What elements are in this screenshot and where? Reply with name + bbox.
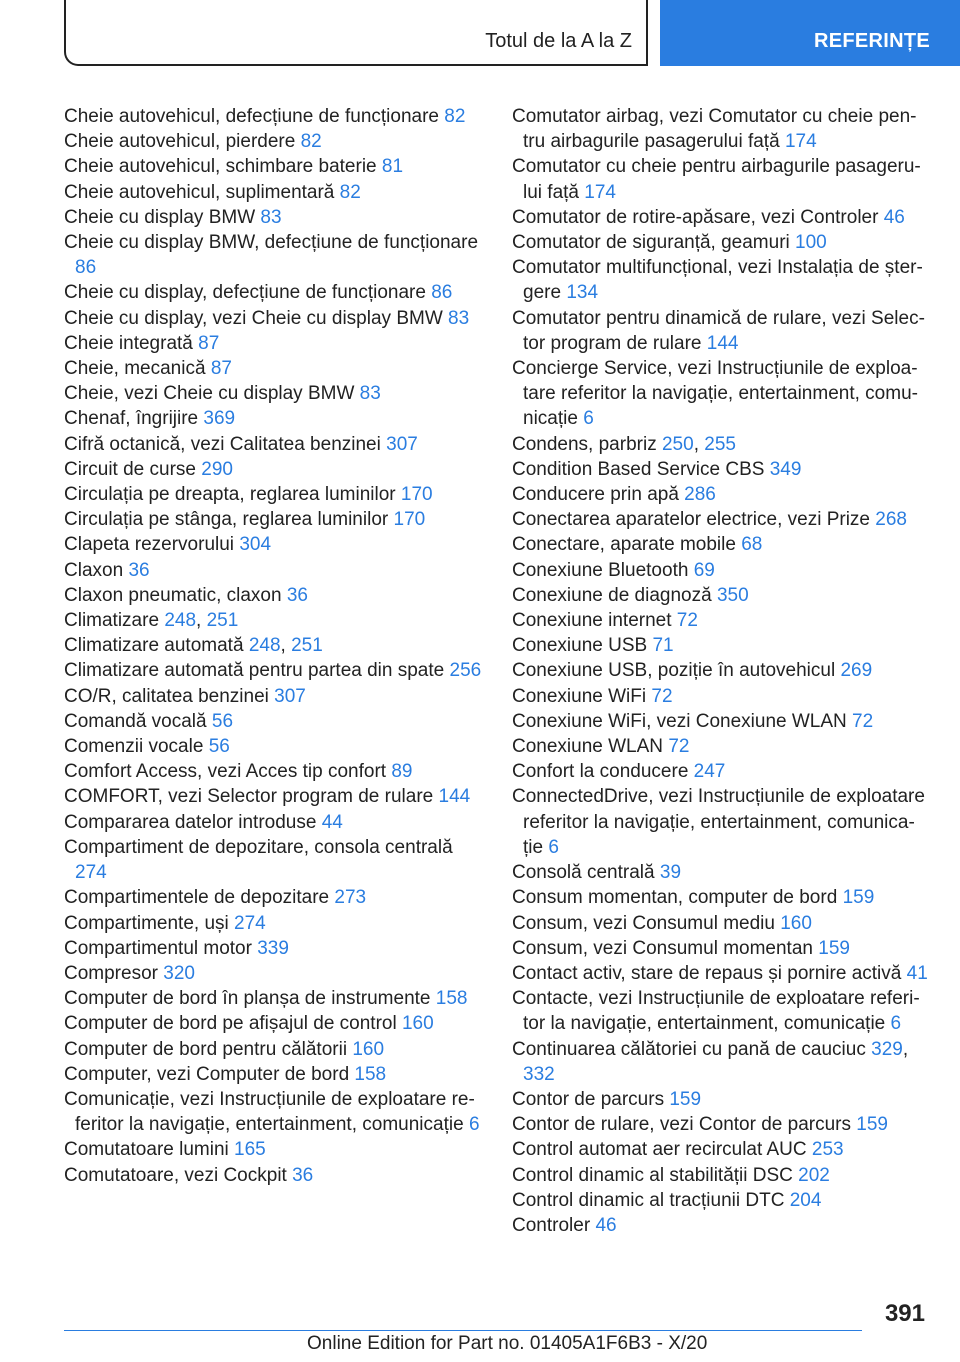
index-term: ConnectedDrive, vezi Instrucțiunile de exploatare referitor la navigație, entertainment, comunicație <box>512 786 925 858</box>
index-entry <box>512 457 928 482</box>
index-entry <box>512 608 928 633</box>
page-reference-link[interactable]: 329 <box>871 1038 903 1060</box>
index-term: Comutator de siguranță, geamuri <box>512 232 790 254</box>
index-term: Continuarea călătoriei cu pană de cauciuc <box>512 1038 866 1060</box>
index-entry <box>64 381 484 406</box>
page-reference-link[interactable]: 251 <box>291 635 323 657</box>
page-reference-link[interactable]: 144 <box>438 786 471 808</box>
index-term: Concierge Service, vezi Instrucțiunile de exploatare referitor la navigație, entertainment, comunicație <box>512 358 918 430</box>
index-entry <box>64 1062 484 1087</box>
index-entry <box>512 306 928 356</box>
index-term: Cheie, mecanică <box>64 358 206 380</box>
index-term: Consum, vezi Consumul momentan <box>512 937 813 959</box>
page-reference-link[interactable]: 159 <box>669 1088 702 1110</box>
page-reference-link[interactable]: 82 <box>300 131 322 153</box>
page-reference-link[interactable]: 256 <box>449 660 482 682</box>
page-reference-link[interactable]: 36 <box>292 1164 314 1186</box>
page-reference-link[interactable]: 87 <box>198 332 220 354</box>
index-term: Consolă centrală <box>512 862 655 884</box>
page-reference-link[interactable]: 290 <box>201 458 233 480</box>
index-term: Conexiune USB, poziție în autovehicul <box>512 660 836 682</box>
index-term: Controler <box>512 1214 591 1236</box>
index-entry <box>64 104 484 129</box>
index-entry <box>512 1087 928 1112</box>
index-entry <box>512 1188 928 1213</box>
index-term: Conexiune WLAN <box>512 736 664 758</box>
index-term: Comfort Access, vezi Acces tip confort <box>64 761 387 783</box>
index-term: Contor de rulare, vezi Contor de parcurs <box>512 1114 851 1136</box>
index-term: CO/R, calitatea benzinei <box>64 685 269 707</box>
index-entry <box>64 684 484 709</box>
page-reference-link[interactable]: 159 <box>842 887 875 909</box>
index-entry <box>512 658 928 683</box>
index-entry <box>64 734 484 759</box>
index-entry: Continuarea călătoriei cu pană de cauciuc 329, 332 <box>512 1038 909 1085</box>
index-term: Comutator de rotire-apăsare, vezi Controler <box>512 206 879 228</box>
page-reference-link[interactable]: 255 <box>704 433 736 455</box>
page-reference-link[interactable]: 248 <box>164 610 197 632</box>
index-entry <box>64 1011 484 1036</box>
page-reference-link[interactable]: 253 <box>811 1139 844 1161</box>
index-entry <box>64 885 484 910</box>
index-term: Compartimentul motor <box>64 937 252 959</box>
header-section-title: Totul de la A la Z <box>485 30 632 52</box>
index-term: Comutator multifuncțional, vezi Instalația de ștergere <box>512 257 923 304</box>
page-reference-link[interactable]: 72 <box>676 610 698 632</box>
header-chapter-title: REFERINȚE <box>814 30 931 52</box>
index-entry <box>512 154 928 204</box>
index-entry <box>512 230 928 255</box>
page-reference-link[interactable]: 46 <box>595 1214 617 1236</box>
page-reference-link[interactable]: 36 <box>286 584 308 606</box>
index-term: Comutatoare lumini <box>64 1139 229 1161</box>
index-term: Computer de bord pe afișajul de control <box>64 1013 397 1035</box>
index-entry <box>512 482 928 507</box>
index-term: Condition Based Service CBS <box>512 458 765 480</box>
index-term: Compartiment de depozitare, consola centrală <box>64 836 453 858</box>
index-entry <box>64 759 484 784</box>
index-entry <box>64 457 484 482</box>
index-entry <box>512 104 928 154</box>
index-term: Cheie cu display BMW <box>64 206 256 228</box>
page-reference-link[interactable]: 6 <box>548 836 559 858</box>
index-term: Comunicație, vezi Instrucțiunile de exploatare referitor la navigație, entertainment, comunicație <box>64 1088 475 1136</box>
index-term: Conexiune WiFi, vezi Conexiune WLAN <box>512 710 847 732</box>
page-reference-link[interactable]: 202 <box>798 1164 830 1186</box>
index-term: Circuit de curse <box>64 458 196 480</box>
index-entry <box>512 205 928 230</box>
page-reference-link[interactable]: 170 <box>400 484 433 506</box>
index-entry <box>64 280 484 305</box>
page-reference-link[interactable]: 274 <box>234 912 266 934</box>
index-column-left <box>64 104 484 1188</box>
page-reference-link[interactable]: 72 <box>668 736 690 758</box>
index-term: Control dinamic al tracțiunii DTC <box>512 1189 785 1211</box>
index-term: Cheie cu display, vezi Cheie cu display BMW <box>64 307 443 329</box>
index-entry: Climatizare 248, 251 <box>64 610 239 632</box>
page-reference-link[interactable]: 304 <box>239 534 272 556</box>
footer-divider <box>64 1330 862 1331</box>
index-entry <box>64 406 484 431</box>
index-term: Computer de bord în planșa de instrumente <box>64 988 431 1010</box>
index-term: Clapeta rezervorului <box>64 534 235 556</box>
index-term: Cheie autovehicul, pierdere <box>64 131 296 153</box>
page-reference-link[interactable]: 81 <box>381 156 404 178</box>
index-term: Contor de parcurs <box>512 1088 665 1110</box>
page-reference-link[interactable]: 83 <box>260 206 282 228</box>
index-entry <box>64 331 484 356</box>
page-number: 391 <box>884 1300 925 1327</box>
index-entry <box>64 583 484 608</box>
index-entry <box>512 255 928 305</box>
index-entry <box>64 1137 484 1162</box>
index-term: Cheie autovehicul, defecțiune de funcționare <box>64 106 439 127</box>
index-term: Conexiune WiFi <box>512 685 647 707</box>
page-reference-link[interactable]: 248 <box>248 635 281 657</box>
index-entry <box>512 1213 928 1238</box>
index-entry <box>512 986 928 1036</box>
index-term: Claxon <box>64 559 124 581</box>
index-term: Claxon pneumatic, claxon <box>64 584 282 606</box>
index-entry <box>64 306 484 331</box>
index-entry <box>64 356 484 381</box>
index-entry <box>64 482 484 507</box>
index-term: Computer de bord pentru călătorii <box>64 1038 348 1060</box>
index-entry <box>64 986 484 1011</box>
page-reference-link[interactable]: 158 <box>354 1063 387 1085</box>
page-reference-link[interactable]: 332 <box>523 1063 555 1085</box>
index-entry <box>512 1112 928 1137</box>
index-entry <box>512 633 928 658</box>
index-entry <box>64 230 484 280</box>
index-entry <box>512 532 928 557</box>
page-reference-link[interactable]: 83 <box>359 383 381 405</box>
page-reference-link[interactable]: 56 <box>211 710 234 732</box>
page-reference-link[interactable]: 44 <box>321 811 343 833</box>
index-entry <box>64 784 484 809</box>
index-term: Circulația pe dreapta, reglarea luminilor <box>64 484 396 506</box>
index-term: Chenaf, îngrijire <box>64 408 199 430</box>
page-reference-link[interactable]: 170 <box>393 509 426 531</box>
footer-edition: Online Edition for Part no. 01405A1F6B3 - X/20 <box>307 1333 708 1354</box>
index-entry <box>64 432 484 457</box>
index-term: Consum momentan, computer de bord <box>512 887 838 909</box>
index-term: Consum, vezi Consumul mediu <box>512 912 775 934</box>
index-entry <box>64 558 484 583</box>
page-reference-link[interactable]: 36 <box>128 559 150 581</box>
index-entry <box>64 1087 484 1137</box>
index-entry <box>512 759 928 784</box>
page-reference-link[interactable]: 100 <box>795 232 827 254</box>
page-reference-link[interactable]: 269 <box>840 660 873 682</box>
index-entry <box>512 1137 928 1162</box>
index-term: Contacte, vezi Instrucțiunile de exploatare referitor la navigație, entertainment, comunicație <box>512 988 920 1035</box>
page-reference-link[interactable]: 46 <box>883 206 905 228</box>
index-entry <box>64 961 484 986</box>
page-reference-link[interactable]: 250 <box>661 433 694 455</box>
index-entry: Condens, parbriz 250, 255 <box>512 433 736 455</box>
page-reference-link[interactable]: 160 <box>780 912 812 934</box>
index-entry <box>512 583 928 608</box>
page-reference-link[interactable]: 158 <box>435 988 468 1010</box>
page-reference-link[interactable]: 87 <box>210 358 232 380</box>
index-term: Climatizare automată <box>64 635 244 657</box>
index-term: Cifră octanică, vezi Calitatea benzinei <box>64 433 381 455</box>
page-reference-link[interactable]: 72 <box>852 710 874 732</box>
index-term: Compartimentele de depozitare <box>64 887 330 909</box>
index-term: Comutator airbag, vezi Comutator cu cheie pentru airbagurile pasagerului față <box>512 106 917 153</box>
page-reference-link[interactable]: 71 <box>652 635 674 657</box>
index-term: Compararea datelor introduse <box>64 811 317 833</box>
index-term: Confort la conducere <box>512 761 689 783</box>
index-entry <box>64 658 484 683</box>
index-term: Cheie, vezi Cheie cu display BMW <box>64 383 355 405</box>
page-reference-link[interactable]: 350 <box>716 584 749 606</box>
index-term: Cheie cu display, defecțiune de funcționare <box>64 282 426 304</box>
page-reference-link[interactable]: 369 <box>203 408 236 430</box>
index-column-right <box>512 104 928 1238</box>
page-reference-link[interactable]: 6 <box>468 1114 480 1136</box>
page-reference-link[interactable]: 83 <box>448 307 470 329</box>
page-reference-link[interactable]: 159 <box>818 937 850 959</box>
index-entry <box>512 885 928 910</box>
index-term: Control automat aer recirculat AUC <box>512 1139 807 1161</box>
index-term: Comutator pentru dinamică de rulare, vezi Selector program de rulare <box>512 307 925 354</box>
index-entry <box>64 835 484 885</box>
page-reference-link[interactable]: 174 <box>584 181 616 203</box>
index-term: Compartimente, uși <box>64 912 229 934</box>
index-entry <box>512 734 928 759</box>
page-reference-link[interactable]: 89 <box>391 761 413 783</box>
index-entry <box>512 784 928 860</box>
index-entry <box>64 1037 484 1062</box>
index-term: Cheie cu display BMW, defecțiune de funcționare <box>64 232 479 254</box>
index-entry <box>512 558 928 583</box>
index-term: Conexiune Bluetooth <box>512 559 689 581</box>
index-entry <box>64 810 484 835</box>
page-reference-link[interactable]: 320 <box>163 962 195 984</box>
index-entry <box>512 684 928 709</box>
index-entry: Climatizare automată 248, 251 <box>64 635 323 657</box>
index-entry <box>64 205 484 230</box>
page-reference-link[interactable]: 273 <box>334 887 367 909</box>
page-reference-link[interactable]: 69 <box>693 559 715 581</box>
index-term: Cheie autovehicul, suplimentară <box>64 181 335 203</box>
page-reference-link[interactable]: 307 <box>274 685 306 707</box>
index-term: Control dinamic al stabilității DSC <box>512 1164 793 1186</box>
index-entry <box>512 961 928 986</box>
header-chapter-tab <box>660 0 960 66</box>
index-entry <box>64 911 484 936</box>
index-term: Conexiune de diagnoză <box>512 584 712 606</box>
page-reference-link[interactable]: 134 <box>566 282 599 304</box>
index-term: Condens, parbriz <box>512 433 657 455</box>
index-term: Conectare, aparate mobile <box>512 534 736 556</box>
page-reference-link[interactable]: 41 <box>906 962 928 984</box>
page-reference-link[interactable]: 86 <box>431 282 453 304</box>
index-term: Circulația pe stânga, reglarea luminilor <box>64 509 389 531</box>
index-term: Conducere prin apă <box>512 484 679 506</box>
index-term: Comenzii vocale <box>64 736 204 758</box>
page-reference-link[interactable]: 159 <box>856 1114 888 1136</box>
page-reference-link[interactable]: 72 <box>651 685 673 707</box>
index-entry <box>64 180 484 205</box>
page-reference-link[interactable]: 6 <box>890 1013 902 1035</box>
page-reference-link[interactable]: 286 <box>684 484 716 506</box>
index-entry <box>64 1163 484 1188</box>
page-reference-link[interactable]: 82 <box>339 181 361 203</box>
page-reference-link[interactable]: 144 <box>706 332 739 354</box>
page-reference-link[interactable]: 56 <box>208 736 230 758</box>
page-reference-link[interactable]: 247 <box>693 761 726 783</box>
index-term: Conectarea aparatelor electrice, vezi Prize <box>512 509 871 531</box>
index-term: Climatizare <box>64 610 160 632</box>
index-term: Cheie autovehicul, schimbare baterie <box>64 156 377 178</box>
index-term: Conexiune internet <box>512 610 672 632</box>
index-entry <box>512 860 928 885</box>
page-reference-link[interactable]: 160 <box>352 1038 385 1060</box>
page-reference-link[interactable]: 349 <box>769 458 802 480</box>
page-reference-link[interactable]: 307 <box>386 433 418 455</box>
page-reference-link[interactable]: 68 <box>741 534 763 556</box>
index-term: Computer, vezi Computer de bord <box>64 1063 350 1085</box>
index-term: Contact activ, stare de repaus și pornire activă <box>512 962 902 984</box>
index-entry <box>512 936 928 961</box>
index-entry <box>64 936 484 961</box>
page-reference-link[interactable]: 6 <box>583 408 594 430</box>
page-reference-link[interactable]: 339 <box>257 937 289 959</box>
page-reference-link[interactable]: 268 <box>875 509 907 531</box>
index-entry <box>64 507 484 532</box>
page-reference-link[interactable]: 165 <box>234 1139 266 1161</box>
index-entry <box>512 1163 928 1188</box>
page-reference-link[interactable]: 274 <box>75 862 107 884</box>
index-entry <box>512 911 928 936</box>
page-reference-link[interactable]: 174 <box>784 131 817 153</box>
page-reference-link[interactable]: 86 <box>75 257 97 279</box>
index-term: Climatizare automată pentru partea din spate <box>64 660 445 682</box>
index-term: Comutatoare, vezi Cockpit <box>64 1164 287 1186</box>
page-reference-link[interactable]: 251 <box>206 610 239 632</box>
index-entry <box>64 709 484 734</box>
index-entry <box>512 356 928 432</box>
index-entry <box>64 154 484 179</box>
index-entry <box>64 532 484 557</box>
index-term: Comandă vocală <box>64 710 207 732</box>
index-term: Comutator cu cheie pentru airbagurile pasagerului față <box>512 156 921 203</box>
page-reference-link[interactable]: 39 <box>659 862 682 884</box>
index-term: Cheie integrată <box>64 332 193 354</box>
index-term: Compresor <box>64 962 158 984</box>
index-entry <box>512 709 928 734</box>
page-reference-link[interactable]: 204 <box>789 1189 822 1211</box>
index-entry <box>64 129 484 154</box>
header-section-tab <box>64 0 648 66</box>
page-reference-link[interactable]: 82 <box>444 106 466 127</box>
index-term: Conexiune USB <box>512 635 648 657</box>
index-entry <box>512 507 928 532</box>
page-reference-link[interactable]: 160 <box>401 1013 434 1035</box>
index-term: COMFORT, vezi Selector program de rulare <box>64 786 434 808</box>
